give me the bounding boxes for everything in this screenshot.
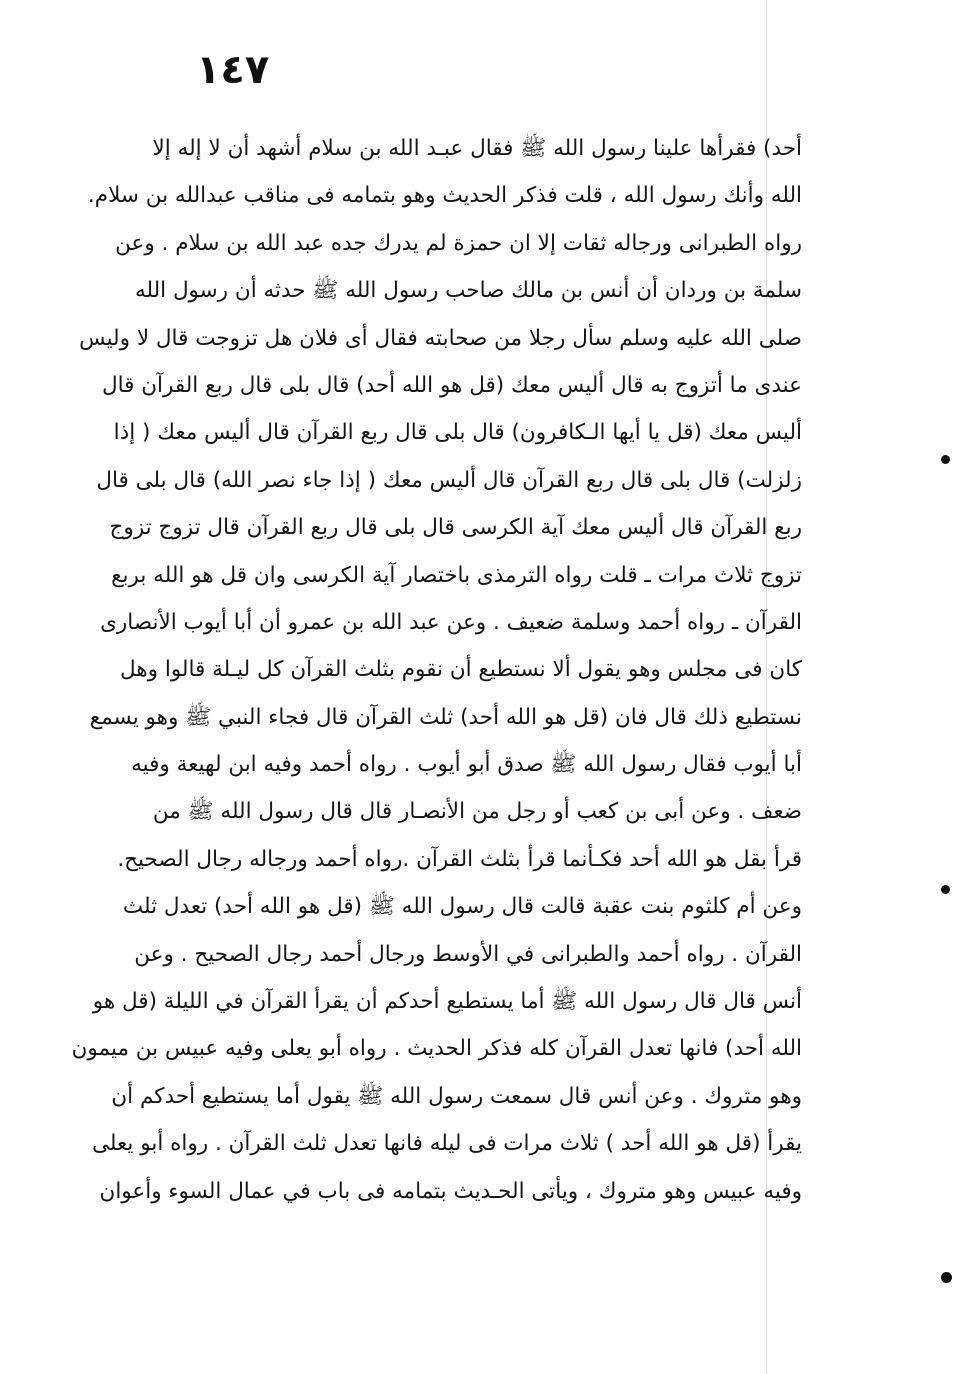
text-line: يقرأ (قل هو الله أحد ) ثلاث مرات فى ليله فانها تعدل ثلث القرآن . رواه أبو يعلى [92,1131,802,1157]
text-line: أليس معك (قل يا أيها الـكافرون) قال بلى قال ربع القرآن قال أليس معك ( إذا [113,420,802,446]
text-line: قرأ بقل هو الله أحد فكـأنما قرأ بثلث القرآن .رواه أحمد ورجاله رجال الصحيح. [117,846,802,872]
text-line: رواه الطبرانى ورجاله ثقات إلا ان حمزة لم يدرك جده عبد الله بن سلام . وعن [115,230,802,256]
text-line: أحد) فقرأها علينا رسول الله ﷺ فقال عبـد الله بن سلام أشهد أن لا إله إلا [152,136,802,161]
text-line: القرآن ـ رواه أحمد وسلمة ضعيف . وعن عبد الله بن عمرو أن أبا أيوب الأنصارى [100,609,802,635]
text-line: القرآن . رواه أحمد والطبرانى في الأوسط ورجال أحمد رجال الصحيح . وعن [134,941,802,967]
margin-dot-mark [941,885,950,894]
text-line: وفيه عبيس وهو متروك ، ويأتى الحـديث بتمامه فى باب في عمال السوء وأعوان [99,1178,802,1204]
margin-dot-mark [941,1272,952,1283]
text-line: ضعف . وعن أبى بن كعب أو رجل من الأنصـار قال قال رسول الله ﷺ من [152,799,802,825]
text-line: وعن أم كلثوم بنت عقبة قالت قال رسول الله ﷺ (قل هو الله أحد) تعدل ثلث [122,894,802,920]
text-line: وهو متروك . وعن أنس قال سمعت رسول الله ﷺ يقول أما يستطيع أحدكم أن [111,1083,802,1109]
text-line: زلزلت) قال بلى قال ربع القرآن قال أليس معك ( إذا جاء نصر الله) قال بلى قال [96,467,802,493]
text-line: ربع القرآن قال أليس معك آية الكرسى قال بلى قال ربع القرآن قال تزوج تزوج [109,515,802,541]
text-line: سلمة بن وردان أن أنس بن مالك صاحب رسول الله ﷺ حدثه أن رسول الله [134,278,802,304]
text-line: أنس قال قال رسول الله ﷺ أما يستطيع أحدكم أن يقرأ القرآن في الليلة (قل هو [92,989,802,1015]
margin-dot-mark [941,455,950,464]
body-text [71,125,802,1215]
text-line: أبا أيوب فقال رسول الله ﷺ صدق أبو أيوب . رواه أحمد وفيه ابن لهيعة وفيه [131,752,802,778]
text-line: تزوج ثلاث مرات ـ قلت رواه الترمذى باختصار آية الكرسى وان قل هو الله بربع [111,562,802,588]
page-number: ١٤٧ [196,47,270,93]
text-line: صلى الله عليه وسلم سأل رجلا من صحابته فقال أى فلان هل تزوجت قال لا وليس [79,325,802,351]
text-line: عندى ما أتزوج به قال أليس معك (قل هو الله أحد) قال بلى قال ربع القرآن قال [101,372,802,398]
text-line: كان فى مجلس وهو يقول ألا نستطيع أن نقوم بثلث القرآن كل ليـلة قالوا وهل [120,657,802,683]
text-line: نستطيع ذلك قال فان (قل هو الله أحد) ثلث القرآن قال فجاء النبي ﷺ وهو يسمع [89,704,802,730]
text-line: الله وأنك رسول الله ، قلت فذكر الحديث وهو بتمامه فى مناقب عبدالله بن سلام. [87,183,802,209]
text-line: الله أحد) فانها تعدل القرآن كله فذكر الحديث . رواه أبو يعلى وفيه عبيس بن ميمون [71,1036,802,1062]
